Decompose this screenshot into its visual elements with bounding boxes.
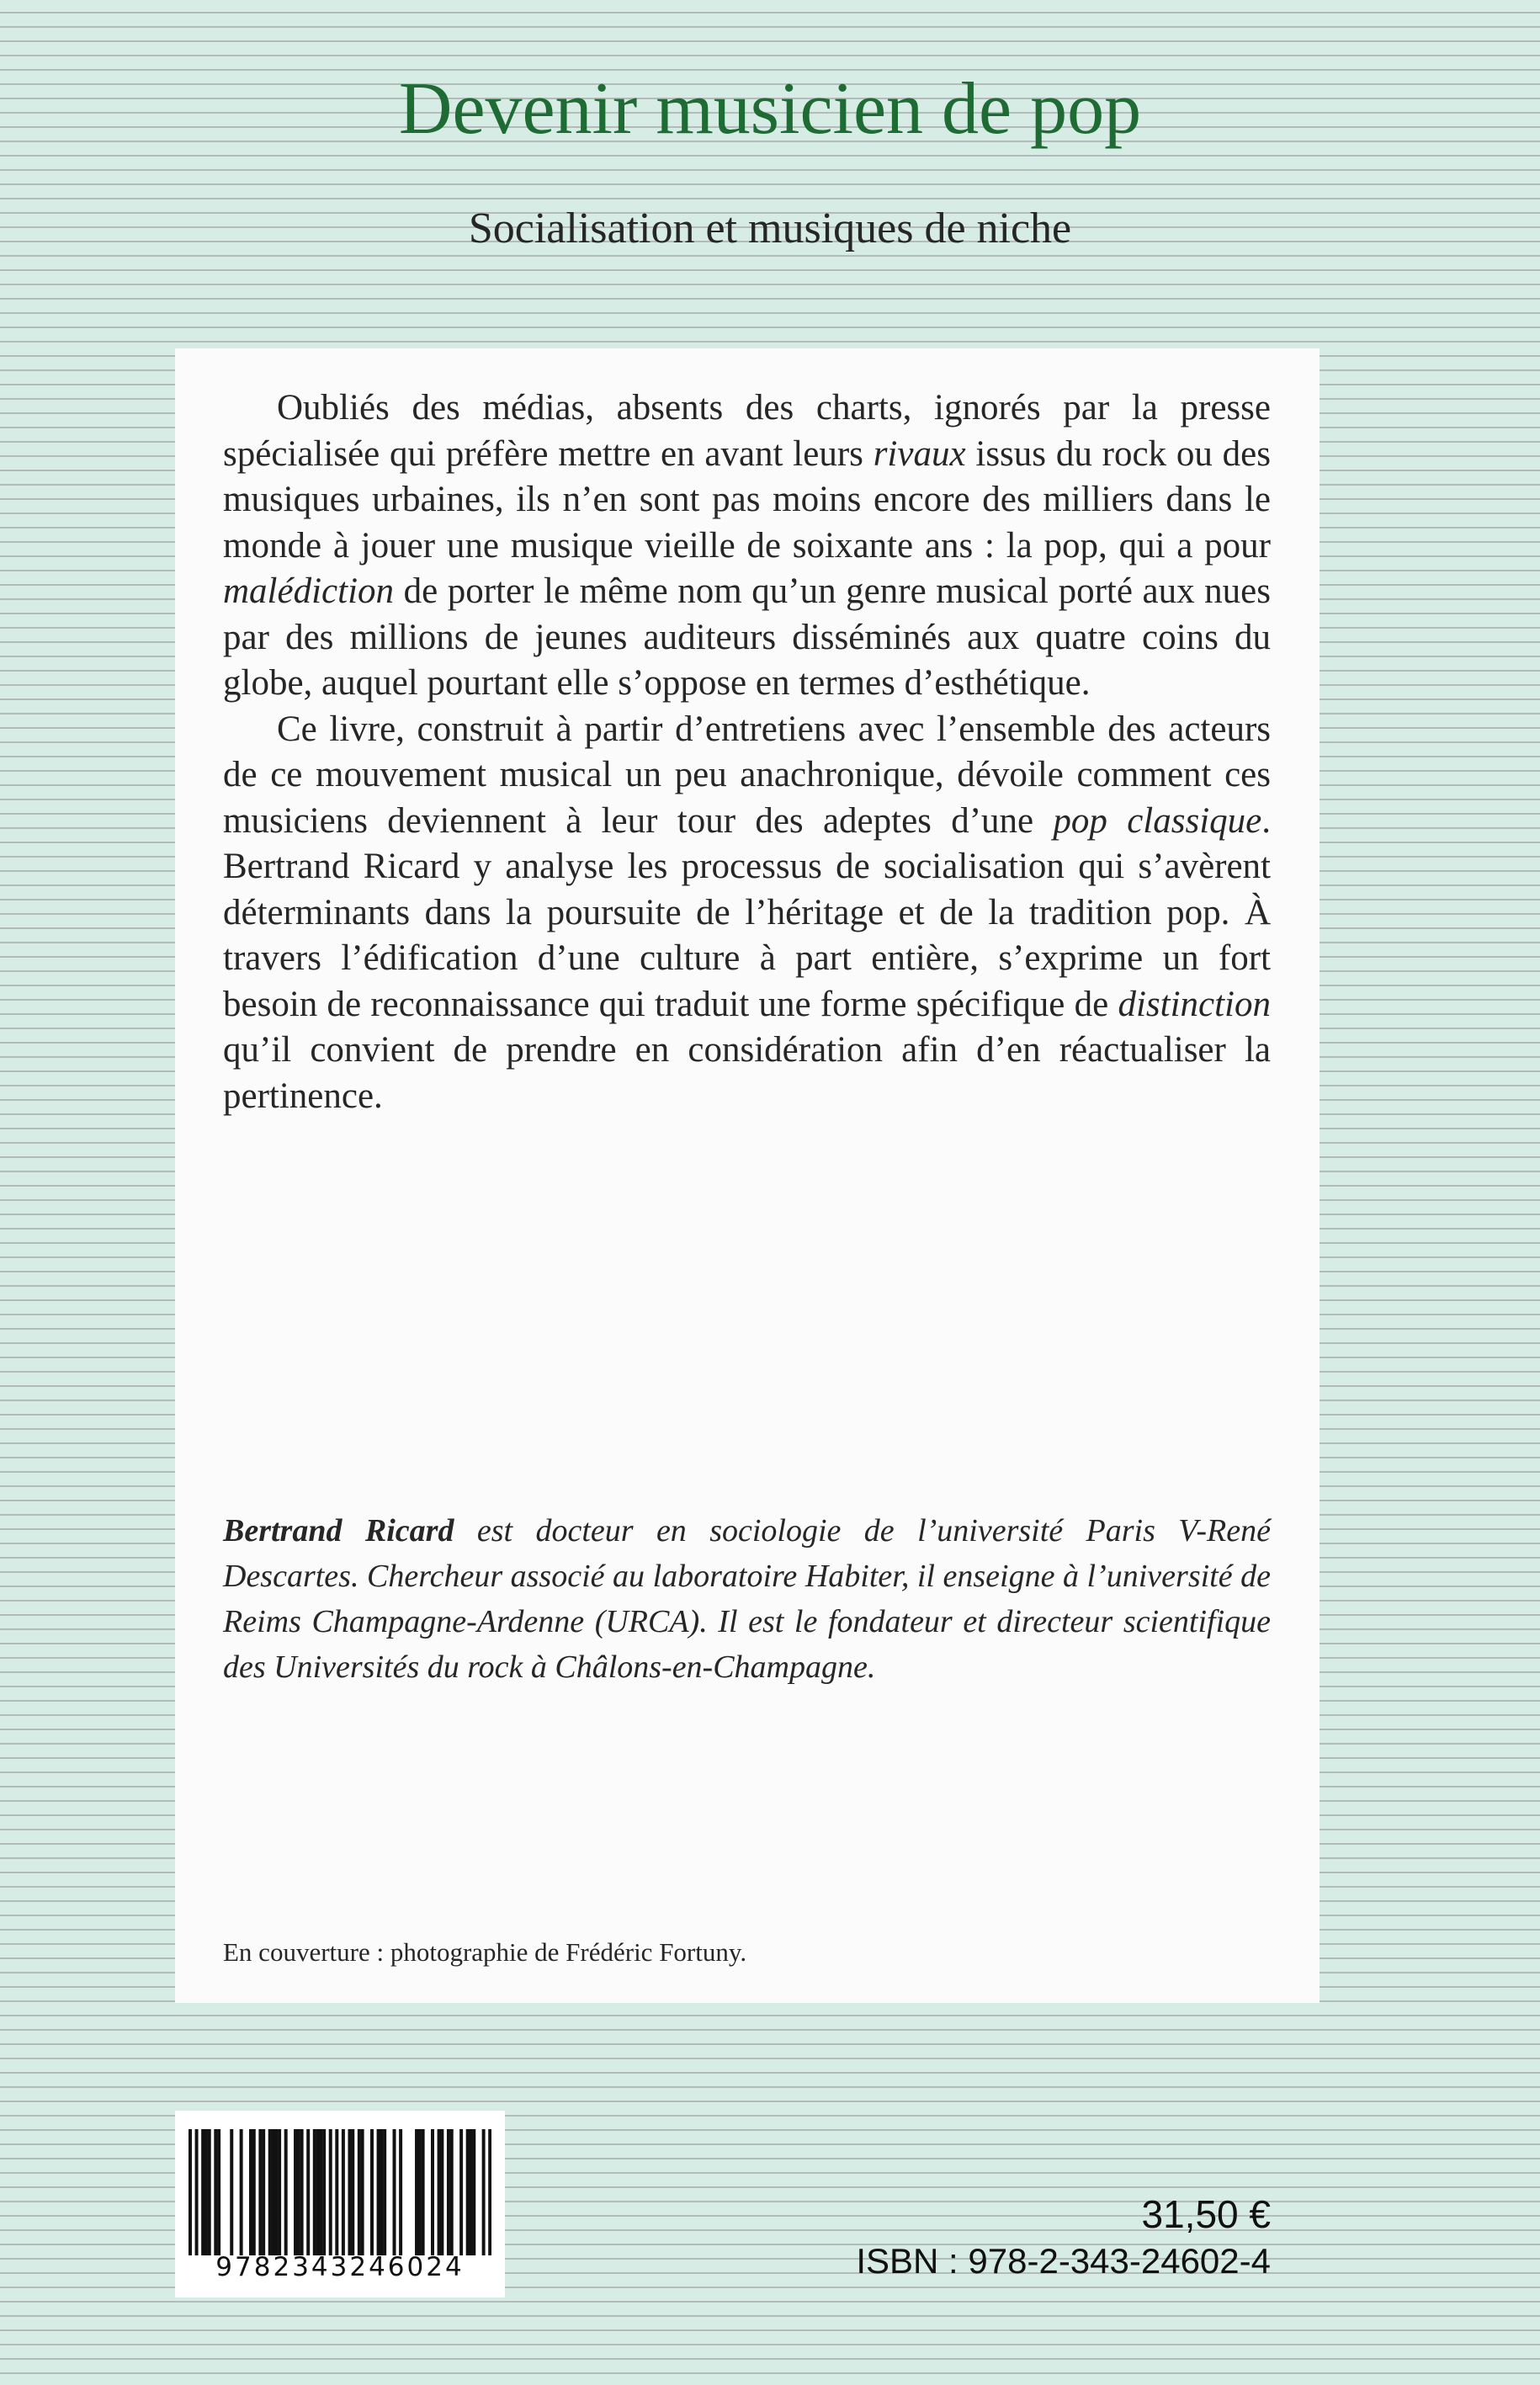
barcode-bar — [469, 2129, 472, 2255]
barcode-digits: 9782343246024 — [215, 2252, 465, 2282]
barcode-bar — [214, 2129, 217, 2255]
barcode-bar — [399, 2129, 402, 2255]
barcode-bar — [316, 2129, 320, 2255]
summary-p1-emphasis: malédiction — [223, 571, 395, 611]
barcode-bar — [284, 2129, 288, 2255]
barcode-bar — [383, 2129, 386, 2255]
barcode-bar — [319, 2129, 322, 2255]
barcode-bar — [201, 2129, 204, 2255]
barcode-bar — [450, 2129, 454, 2255]
summary-p1-text: de porter le même nom qu’un genre musical porté aux nues par des millions de jeunes auditeurs disséminés aux quatre coins du globe, auquel pourtant elle s’oppose en termes d’esthétique. — [223, 571, 1271, 703]
summary-p2-text: . Bertrand Ricard y analyse les processus de socialisation qui s’avèrent déterminants dans la poursuite de l’héritage et de la tradition pop. À travers l’édification d’une culture à part entière, s’exprime un fort besoin de reconnaissance qui traduit une forme spécifique de — [223, 800, 1271, 1024]
barcode-bar — [195, 2129, 199, 2255]
barcode-bar — [204, 2129, 208, 2255]
summary-p1-text: Oubliés des médias, absents des charts, ignorés par la presse spécialisée qui préfère mettre en avant leurs — [223, 388, 1271, 474]
barcode-bar — [189, 2129, 192, 2255]
barcode-bar — [358, 2129, 361, 2255]
barcode-bar — [322, 2129, 326, 2255]
author-name: Bertrand Ricard — [223, 1513, 454, 1548]
barcode-bar — [377, 2129, 380, 2255]
author-bio-text: est docteur en sociologie de l’université Paris V-René Descartes. Chercheur associé au laboratoire Habiter, il enseigne à l’université de Reims Champagne-Ardenne (URCA). Il est le fondateur et directeur scientifique des Universités du rock à Châlons-en-Champagne. — [223, 1513, 1271, 1685]
barcode-bar — [306, 2129, 310, 2255]
barcode-bar — [335, 2129, 338, 2255]
summary-p2-emphasis: distinction — [1118, 984, 1271, 1024]
barcode-box — [175, 2111, 505, 2297]
barcode-bar — [440, 2129, 443, 2255]
barcode-bar — [294, 2129, 297, 2255]
summary-p1-text: issus du rock ou des musiques urbaines, ils n’en sont pas moins encore des milliers dans le monde à jouer une musique vieille de soixante ans : la pop, qui a pour — [223, 433, 1271, 566]
barcode-bar — [342, 2129, 345, 2255]
barcode-bar — [258, 2129, 262, 2255]
barcode-bar — [268, 2129, 272, 2255]
summary-paragraph-1 — [223, 385, 1271, 707]
barcode-bar — [278, 2129, 281, 2255]
barcode-bar — [370, 2129, 374, 2255]
barcode-icon — [189, 2129, 491, 2255]
barcode-bar — [466, 2129, 470, 2255]
barcode-bar — [418, 2129, 422, 2255]
summary-text — [223, 385, 1271, 1119]
barcode-bar — [297, 2129, 300, 2255]
barcode-bar — [313, 2129, 316, 2255]
barcode-bar — [447, 2129, 450, 2255]
barcode-bar — [208, 2129, 211, 2255]
barcode-bar — [459, 2129, 463, 2255]
price: 31,50 € — [1141, 2192, 1271, 2236]
barcode-bar — [262, 2129, 265, 2255]
author-bio — [223, 1508, 1271, 1690]
barcode-bar — [351, 2129, 354, 2255]
barcode-bar — [380, 2129, 383, 2255]
barcode-bar — [240, 2129, 243, 2255]
summary-p2-text: Ce livre, construit à partir d’entretiens avec l’ensemble des acteurs de ce mouvement musical un peu anachronique, dévoile comment ces musiciens deviennent à leur tour des adeptes d’une — [223, 709, 1271, 841]
barcode-bar — [329, 2129, 332, 2255]
barcode-bar — [230, 2129, 233, 2255]
barcode-bar — [431, 2129, 434, 2255]
book-title: Devenir musicien de pop — [398, 68, 1142, 150]
barcode-bar — [272, 2129, 275, 2255]
barcode-bar — [488, 2129, 491, 2255]
summary-p2-emphasis: pop classique — [1053, 800, 1262, 841]
barcode-bar — [217, 2129, 220, 2255]
summary-p1-emphasis: rivaux — [873, 433, 966, 474]
barcode-bar — [482, 2129, 486, 2255]
barcode-bar — [252, 2129, 256, 2255]
summary-paragraph-2 — [223, 707, 1271, 1120]
barcode-bar — [249, 2129, 252, 2255]
summary-p2-text: qu’il convient de prendre en considération afin d’en réactualiser la pertinence. — [223, 1030, 1271, 1116]
barcode-bar — [472, 2129, 475, 2255]
barcode-bar — [361, 2129, 364, 2255]
barcode-bar — [300, 2129, 304, 2255]
barcode-bar — [274, 2129, 278, 2255]
cover-credit: En couverture : photographie de Frédéric Fortuny. — [223, 1937, 747, 1967]
barcode-bar — [422, 2129, 425, 2255]
barcode-bar — [393, 2129, 396, 2255]
isbn: ISBN : 978-2-343-24602-4 — [856, 2241, 1271, 2281]
barcode-bar — [415, 2129, 418, 2255]
barcode-bar — [438, 2129, 441, 2255]
book-subtitle: Socialisation et musiques de niche — [468, 205, 1072, 252]
barcode-bar — [348, 2129, 351, 2255]
